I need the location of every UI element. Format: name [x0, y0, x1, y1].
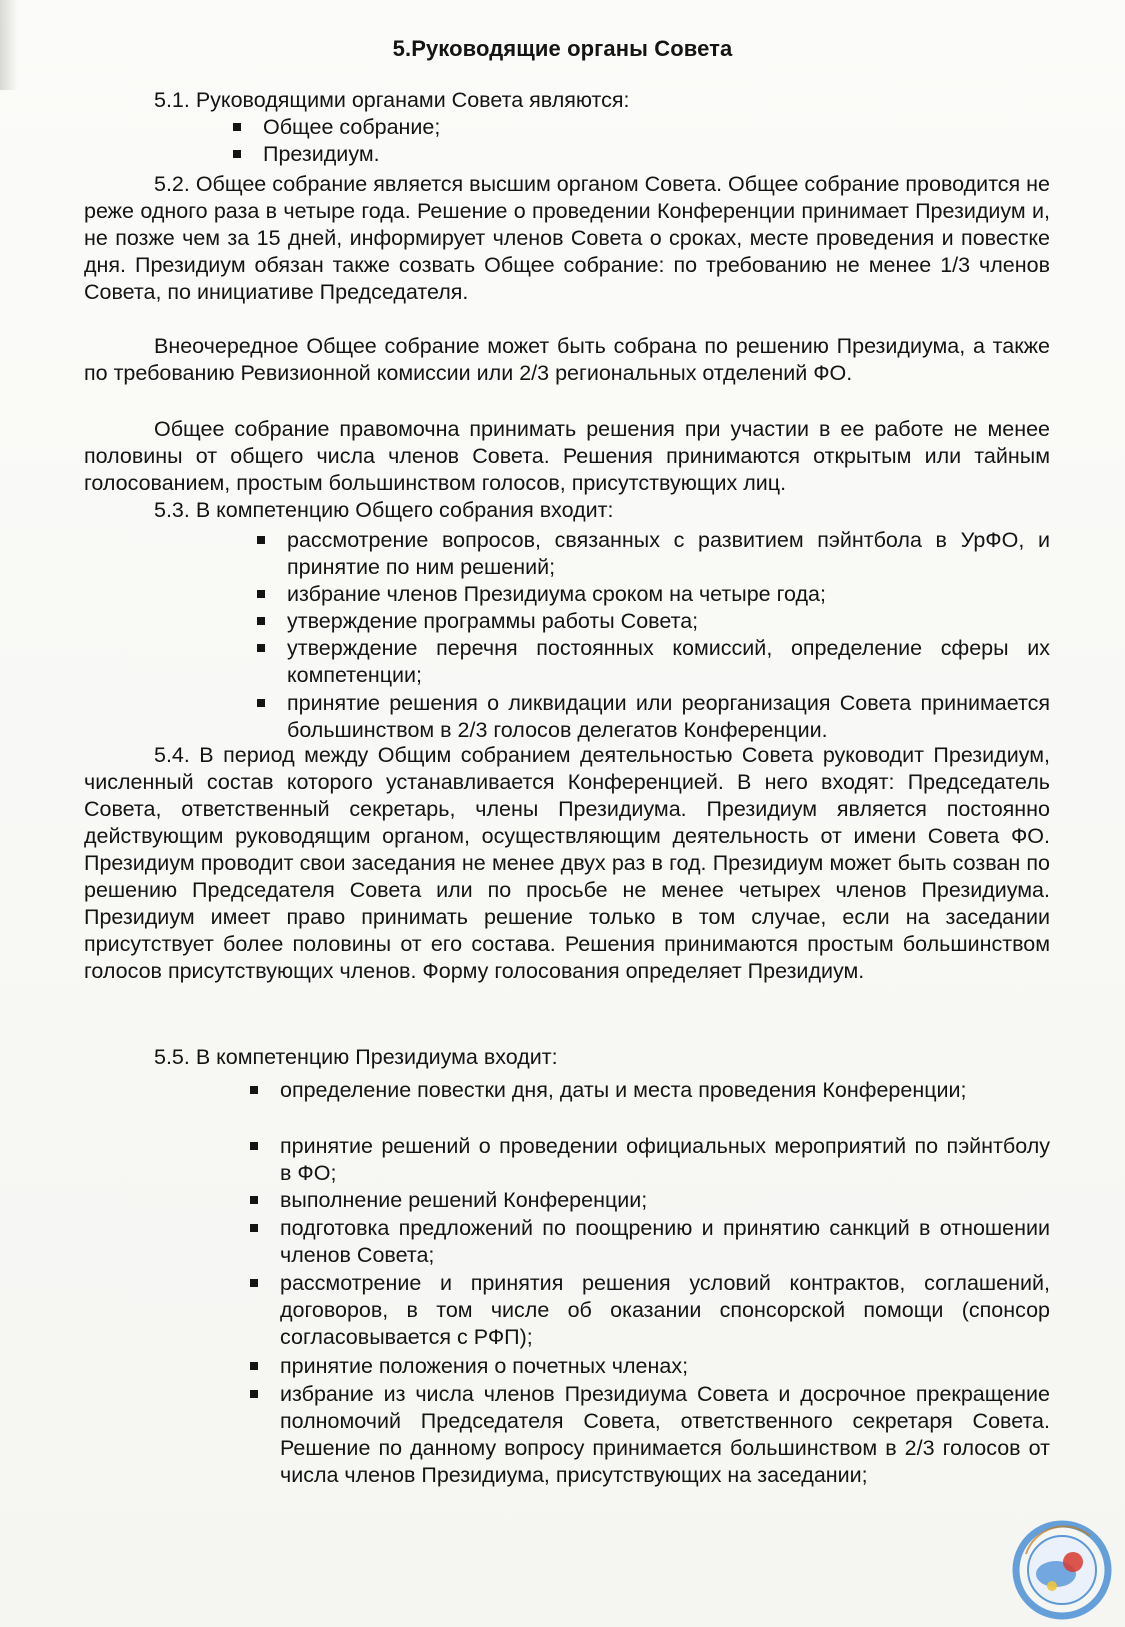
list-item: принятие положения о почетных членах; [280, 1353, 1050, 1380]
paintball-logo-icon [1012, 1520, 1112, 1620]
list-item: Общее собрание; [263, 114, 763, 141]
clause-5-2-paragraph-1: 5.2. Общее собрание является высшим органом Совета. Общее собрание проводится не реже одного раза в четыре года. Решение о проведении Конференции принимает Президиум и, не позже чем за 15 дней, информирует членов Совета о сроках, месте проведения и повестке дня. Президиум обязан также созвать Общее собрание: по требованию не менее 1/3 членов Совета, по инициативе Председателя. [84, 172, 1050, 304]
bullet-icon [257, 644, 265, 652]
list-item: утверждение программы работы Совета; [287, 608, 1050, 635]
list-item: подготовка предложений по поощрению и принятию санкций в отношении членов Совета; [280, 1215, 1050, 1269]
bullet-icon [257, 699, 265, 707]
clause-5-1-text: 5.1. Руководящими органами Совета являются: [154, 88, 630, 112]
list-item: выполнение решений Конференции; [280, 1187, 1050, 1214]
list-item: избрание из числа членов Президиума Совета и досрочное прекращение полномочий Председателя Совета, ответственного секретаря Совета. Решение по данному вопросу принимается большинством в 2/3 голосов от числа членов Президиума, присутствующих на заседании; [280, 1381, 1050, 1489]
list-item: рассмотрение и принятия решения условий контрактов, соглашений, договоров, в том числе об оказании спонсорской помощи (спонсор согласовывается с РФП); [280, 1270, 1050, 1351]
bullet-icon [257, 536, 265, 544]
clause-5-2-paragraph-2: Внеочередное Общее собрание может быть собрана по решению Президиума, а также по требованию Ревизионной комиссии или 2/3 региональных отделений ФО. [84, 334, 1050, 385]
clause-5-2-paragraph-3: Общее собрание правомочна принимать решения при участии в ее работе не менее половины от общего числа членов Совета. Решения принимаются открытым или тайным голосованием, простым большинством голосов, присутствующих лиц. [84, 417, 1050, 495]
list-item: Президиум. [263, 141, 763, 168]
clause-5-1 [84, 87, 1050, 114]
bullet-icon [250, 1362, 258, 1370]
bullet-icon [257, 590, 265, 598]
list-item: избрание членов Президиума сроком на четыре года; [287, 581, 1050, 608]
clause-5-4: 5.4. В период между Общим собранием деятельностью Совета руководит Президиум, численный состав которого устанавливается Конференцией. В него входят: Председатель Совета, ответственный секретарь, члены Президиума. Президиум является постоянно действующим руководящим органом, осуществляющим деятельность от имени Совета ФО. Президиум проводит свои заседания не менее двух раз в год. Президиум может быть созван по решению Председателя Совета или по просьбе не менее четырех членов Президиума. Президиум имеет право принимать решение только в том случае, если на заседании присутствует более половины от его состава. Решения принимаются простым большинством голосов присутствующих членов. Форму голосования определяет Президиум. [84, 743, 1050, 983]
list-item: определение повестки дня, даты и места проведения Конференции; [280, 1077, 1050, 1104]
clause-5-5: 5.5. В компетенцию Президиума входит: [154, 1045, 558, 1069]
section-title: 5.Руководящие органы Совета [392, 36, 733, 61]
list-item: принятие решений о проведении официальных мероприятий по пэйнтболу в ФО; [280, 1133, 1050, 1187]
list-item: принятие решения о ликвидации или реорганизация Совета принимается большинством в 2/3 голосов делегатов Конференции. [287, 690, 1050, 744]
bullet-icon [233, 150, 241, 158]
bullet-icon [250, 1086, 258, 1094]
bullet-icon [250, 1196, 258, 1204]
bullet-icon [250, 1142, 258, 1150]
bullet-icon [250, 1390, 258, 1398]
bullet-icon [233, 123, 241, 131]
bullet-icon [250, 1224, 258, 1232]
bullet-icon [250, 1279, 258, 1287]
list-item: утверждение перечня постоянных комиссий, определение сферы их компетенции; [287, 635, 1050, 689]
list-item: рассмотрение вопросов, связанных с развитием пэйнтбола в УрФО, и принятие по ним решений; [287, 527, 1050, 581]
bullet-icon [257, 617, 265, 625]
clause-5-3: 5.3. В компетенцию Общего собрания входит: [154, 498, 614, 522]
